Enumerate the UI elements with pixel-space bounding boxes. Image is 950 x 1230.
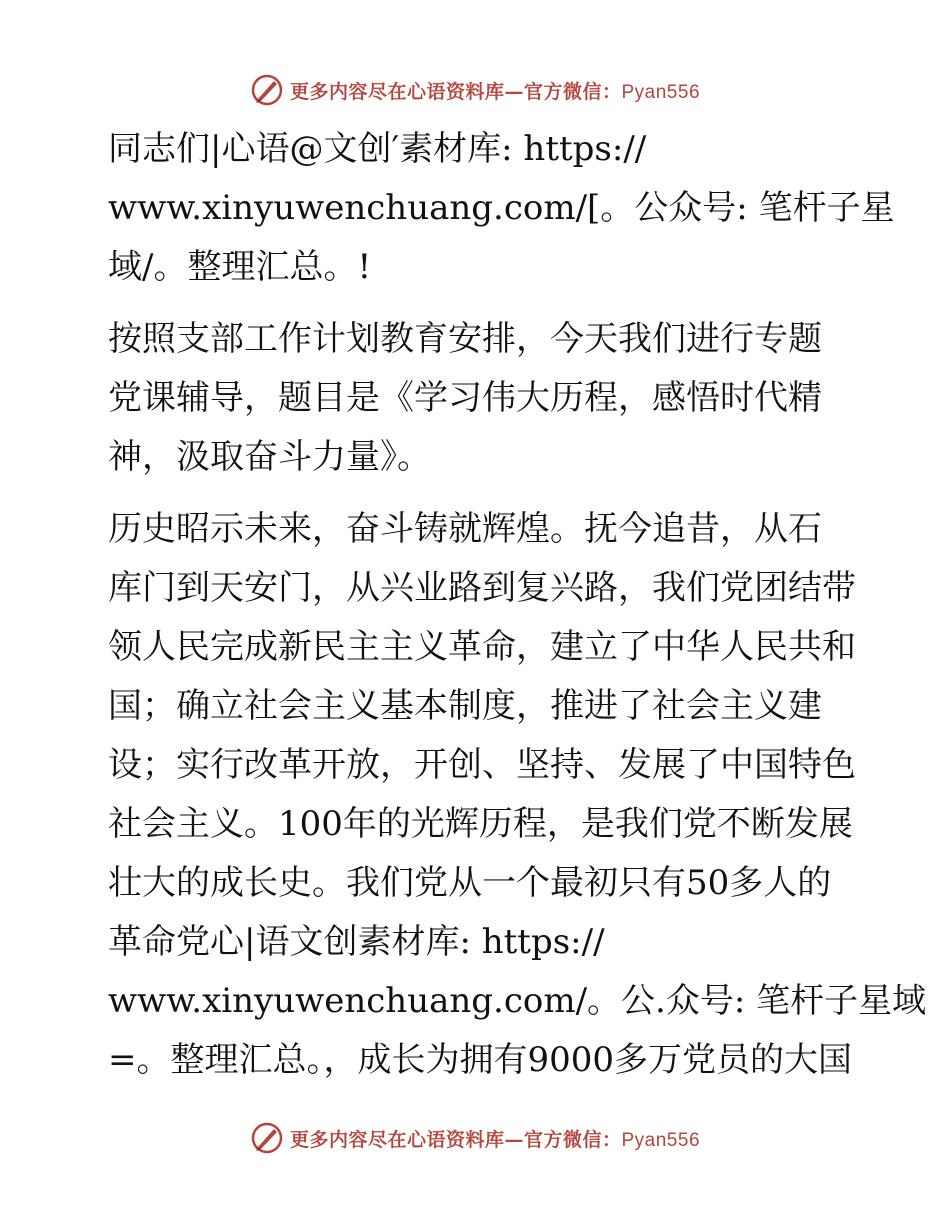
paragraph-2 <box>96 310 856 487</box>
paragraph-3 <box>96 500 927 1090</box>
text-line: 党课辅导，题目是《学习伟大历程，感悟时代精 <box>108 378 822 418</box>
quill-pen-icon <box>250 1121 284 1155</box>
text-line: www.xinyuwenchuang.com/。公.众号: 笔杆子星域 <box>108 981 927 1021</box>
text-line: 设；实行改革开放，开创、坚持、发展了中国特色 <box>108 745 856 785</box>
quill-pen-icon <box>250 73 284 107</box>
header-banner-brand: Pyan556 <box>621 81 701 103</box>
header-banner-text: 更多内容尽在心语资料库—官方微信：Pyan556 <box>289 80 701 103</box>
text-line: 历史昭示未来，奋斗铸就辉煌。抚今追昔，从石 <box>108 509 822 549</box>
text-line: 按照支部工作计划教育安排，今天我们进行专题 <box>108 319 822 359</box>
text-line: =。整理汇总。，成长为拥有9000多万党员的大国 <box>108 1040 853 1080</box>
text-line: 库门到天安门，从兴业路到复兴路，我们党团结带 <box>108 568 856 608</box>
text-line: 社会主义。100年的光辉历程，是我们党不断发展 <box>108 804 853 844</box>
text-line: 国；确立社会主义基本制度，推进了社会主义建 <box>108 686 822 726</box>
text-line: 同志们|心语@文创′素材库: https:// <box>108 129 647 169</box>
footer-banner <box>0 1118 950 1158</box>
text-line: 神，汲取奋斗力量》。 <box>108 437 431 477</box>
text-line: www.xinyuwenchuang.com/[。公众号: 笔杆子星 <box>108 188 895 228</box>
text-line: 革命党心|语文创素材库: https:// <box>108 922 605 962</box>
paragraph-1 <box>96 120 895 297</box>
text-line: 域/。整理汇总。! <box>108 247 372 287</box>
document-body <box>96 120 927 1103</box>
footer-banner-brand: Pyan556 <box>621 1129 701 1151</box>
text-line: 壮大的成长史。我们党从一个最初只有50多人的 <box>108 863 832 903</box>
footer-banner-text: 更多内容尽在心语资料库—官方微信：Pyan556 <box>289 1128 701 1151</box>
header-banner <box>0 70 950 110</box>
text-line: 领人民完成新民主主义革命，建立了中华人民共和 <box>108 627 856 667</box>
